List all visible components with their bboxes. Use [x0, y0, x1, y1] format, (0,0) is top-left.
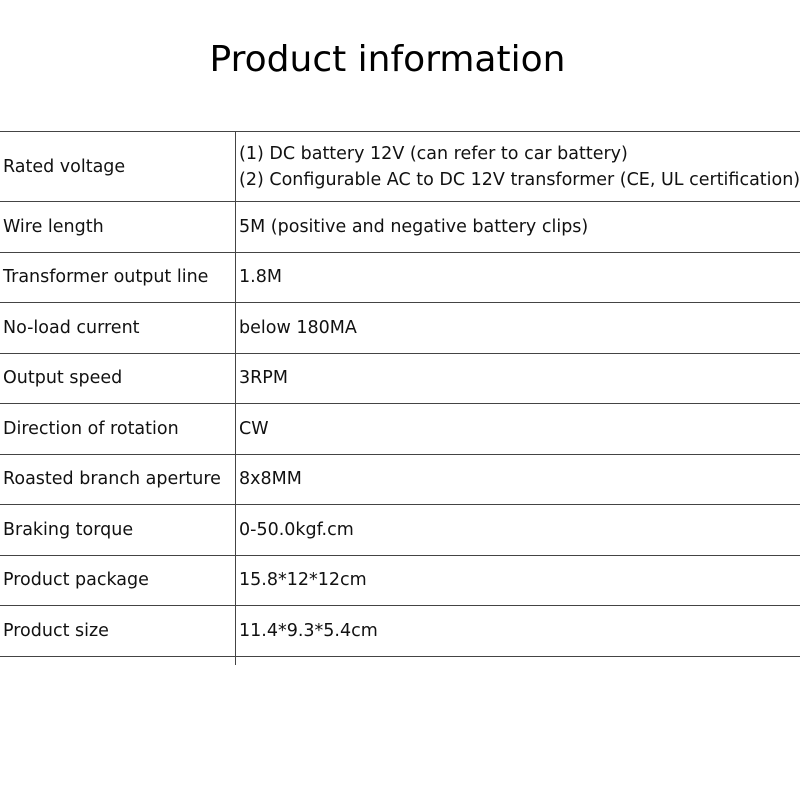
spec-value-line: 15.8*12*12cm — [239, 570, 367, 591]
spec-value — [236, 556, 800, 606]
spec-value — [236, 202, 800, 252]
spec-row-empty — [0, 657, 800, 665]
spec-label: Rated voltage — [0, 132, 236, 201]
spec-value-line: (2) Configurable AC to DC 12V transformer (CE, UL certification) — [239, 169, 800, 190]
spec-table — [0, 131, 800, 665]
spec-row-rated-voltage — [0, 132, 800, 202]
spec-value — [236, 455, 800, 505]
spec-value — [236, 253, 800, 303]
spec-row-product-size — [0, 606, 800, 657]
spec-row-braking-torque — [0, 505, 800, 556]
spec-row-direction-of-rotation — [0, 404, 800, 455]
spec-value — [236, 303, 800, 353]
spec-row-transformer-output-line — [0, 253, 800, 304]
spec-label: Roasted branch aperture — [0, 455, 236, 505]
spec-label: Wire length — [0, 202, 236, 252]
spec-value — [236, 132, 800, 201]
spec-value — [236, 505, 800, 555]
spec-value-line: 11.4*9.3*5.4cm — [239, 620, 378, 641]
spec-label: Product package — [0, 556, 236, 606]
spec-label: Output speed — [0, 354, 236, 404]
spec-row-output-speed — [0, 354, 800, 405]
spec-value — [236, 404, 800, 454]
spec-value-line: below 180MA — [239, 317, 357, 338]
spec-value-line: (1) DC battery 12V (can refer to car battery) — [239, 143, 628, 164]
spec-value-line: 5M (positive and negative battery clips) — [239, 216, 589, 237]
spec-row-product-package — [0, 556, 800, 607]
spec-value — [236, 354, 800, 404]
spec-row-wire-length — [0, 202, 800, 253]
spec-value-line: CW — [239, 418, 269, 439]
spec-value — [236, 606, 800, 656]
spec-value-line: 0-50.0kgf.cm — [239, 519, 354, 540]
spec-label: No-load current — [0, 303, 236, 353]
spec-row-roasted-branch-aperture — [0, 455, 800, 506]
spec-label: Product size — [0, 606, 236, 656]
spec-value-empty — [236, 657, 800, 665]
spec-label: Direction of rotation — [0, 404, 236, 454]
spec-value-line: 1.8M — [239, 267, 282, 288]
spec-label: Transformer output line — [0, 253, 236, 303]
spec-label-empty — [0, 657, 236, 665]
spec-value-line: 3RPM — [239, 368, 288, 389]
spec-row-no-load-current — [0, 303, 800, 354]
spec-label: Braking torque — [0, 505, 236, 555]
page-title: Product information — [209, 39, 566, 80]
spec-value-line: 8x8MM — [239, 469, 302, 490]
